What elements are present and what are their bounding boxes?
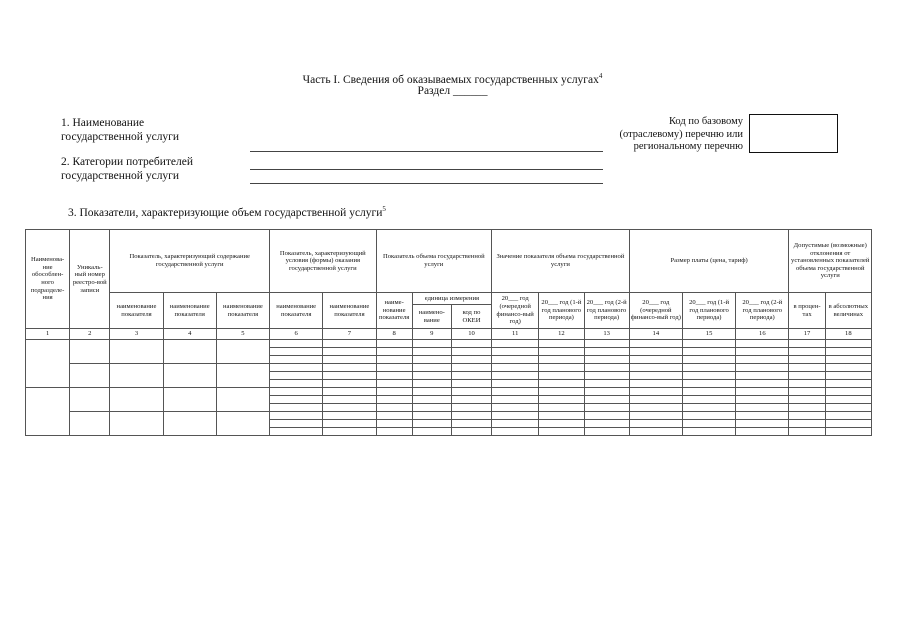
- table-cell[interactable]: [682, 348, 735, 356]
- table-cell[interactable]: [736, 380, 789, 388]
- code-label: [593, 116, 743, 154]
- table-cell[interactable]: [412, 420, 451, 428]
- table-cell[interactable]: [682, 396, 735, 404]
- table-cell[interactable]: [412, 340, 451, 348]
- code-label-line3: региональному перечню: [633, 141, 743, 152]
- table-cell[interactable]: [492, 356, 539, 364]
- table-cell[interactable]: [584, 364, 629, 372]
- table-cell[interactable]: [376, 428, 412, 436]
- table-cell[interactable]: [70, 388, 110, 412]
- table-cell[interactable]: [216, 412, 269, 436]
- table-cell[interactable]: [789, 412, 825, 420]
- table-cell[interactable]: [270, 420, 323, 428]
- indicators-heading-text: 3. Показатели, характеризующие объем государственной услуги: [68, 206, 383, 219]
- code-label-line2: (отраслевому) перечню или: [619, 128, 743, 140]
- table-cell[interactable]: [629, 348, 682, 356]
- table-cell[interactable]: [492, 348, 539, 356]
- sub-absolute: в абсолютных величинах: [825, 293, 871, 329]
- table-cell[interactable]: [584, 388, 629, 396]
- table-cell[interactable]: [163, 412, 216, 436]
- sub-conditions-name-1: наименование показателя: [270, 293, 323, 329]
- table-cell[interactable]: [376, 364, 412, 372]
- sub-okei-code: код по ОКЕИ: [451, 305, 491, 329]
- table-cell[interactable]: [539, 412, 584, 420]
- col-number: 3: [110, 329, 163, 340]
- table-cell[interactable]: [270, 412, 323, 420]
- table-cell[interactable]: [736, 340, 789, 348]
- sub-unit: единица измерения: [412, 293, 491, 305]
- table-cell[interactable]: [736, 412, 789, 420]
- table-cell[interactable]: [323, 364, 376, 372]
- col-number: 8: [376, 329, 412, 340]
- table-cell[interactable]: [270, 340, 323, 348]
- table-cell[interactable]: [825, 372, 871, 380]
- table-cell[interactable]: [451, 340, 491, 348]
- col-number: 5: [216, 329, 269, 340]
- table-cell[interactable]: [376, 396, 412, 404]
- table-row: [26, 388, 872, 396]
- table-cell[interactable]: [376, 420, 412, 428]
- table-cell[interactable]: [270, 348, 323, 356]
- table-cell[interactable]: [26, 340, 70, 388]
- service-name-field[interactable]: [250, 151, 603, 152]
- table-cell[interactable]: [539, 364, 584, 372]
- table-cell[interactable]: [70, 364, 110, 388]
- header-volume-indicator: Показатель объема государственной услуги: [376, 230, 492, 293]
- col-number: 7: [323, 329, 376, 340]
- table-cell[interactable]: [412, 380, 451, 388]
- table-cell[interactable]: [629, 404, 682, 412]
- table-cell[interactable]: [26, 388, 70, 436]
- table-cell[interactable]: [270, 372, 323, 380]
- table-cell[interactable]: [539, 404, 584, 412]
- table-cell[interactable]: [584, 420, 629, 428]
- table-cell[interactable]: [270, 380, 323, 388]
- table-cell[interactable]: [492, 380, 539, 388]
- table-cell[interactable]: [682, 404, 735, 412]
- table-cell[interactable]: [323, 388, 376, 396]
- col-number: 2: [70, 329, 110, 340]
- sub-unit-name: наимено-вание: [412, 305, 451, 329]
- table-row: [26, 412, 872, 420]
- table-cell[interactable]: [323, 380, 376, 388]
- sub-year-2: 20___ год (2-й год планового периода): [584, 293, 629, 329]
- code-label-line1: Код по базовому: [668, 116, 743, 127]
- col-number: 1: [26, 329, 70, 340]
- table-cell[interactable]: [789, 364, 825, 372]
- table-cell[interactable]: [216, 388, 269, 412]
- indicators-heading: [68, 202, 386, 220]
- volume-indicators-table: [25, 229, 872, 436]
- table-cell[interactable]: [323, 396, 376, 404]
- header-fee: Размер платы (цена, тариф): [629, 230, 789, 293]
- table-cell[interactable]: [736, 372, 789, 380]
- table-cell[interactable]: [412, 372, 451, 380]
- table-cell[interactable]: [412, 364, 451, 372]
- consumers-field-line1[interactable]: [250, 169, 603, 170]
- table-cell[interactable]: [270, 404, 323, 412]
- col-number: 12: [539, 329, 584, 340]
- table-cell[interactable]: [539, 396, 584, 404]
- table-cell[interactable]: [629, 412, 682, 420]
- table-cell[interactable]: [539, 388, 584, 396]
- table-cell[interactable]: [629, 428, 682, 436]
- table-cell[interactable]: [323, 348, 376, 356]
- table-cell[interactable]: [682, 412, 735, 420]
- table-cell[interactable]: [584, 404, 629, 412]
- header-conditions-indicator: Показатель, характеризующий условия (формы) оказания государственной услуги: [270, 230, 376, 293]
- col-number: 9: [412, 329, 451, 340]
- table-cell[interactable]: [682, 364, 735, 372]
- table-cell[interactable]: [323, 340, 376, 348]
- table-cell[interactable]: [682, 380, 735, 388]
- table-cell[interactable]: [492, 388, 539, 396]
- table-cell[interactable]: [629, 396, 682, 404]
- table-cell[interactable]: [412, 388, 451, 396]
- table-cell[interactable]: [451, 380, 491, 388]
- table-cell[interactable]: [451, 412, 491, 420]
- table-cell[interactable]: [70, 340, 110, 364]
- table-cell[interactable]: [825, 396, 871, 404]
- table-cell[interactable]: [270, 356, 323, 364]
- table-cell[interactable]: [163, 388, 216, 412]
- table-cell[interactable]: [584, 356, 629, 364]
- table-row: [26, 364, 872, 372]
- page-title-text: Часть I. Сведения об оказываемых государственных услугах: [302, 73, 599, 86]
- header-deviation: Допустимые (возможные) отклонения от установленных показателей объема государственной услуги: [789, 230, 872, 293]
- header-unit: Наименова-ние обособлен-ного подразделе-ния: [26, 230, 70, 329]
- table-cell[interactable]: [492, 420, 539, 428]
- table-cell[interactable]: [110, 412, 163, 436]
- table-cell[interactable]: [629, 364, 682, 372]
- table-cell[interactable]: [451, 364, 491, 372]
- table-cell[interactable]: [376, 340, 412, 348]
- sub-fee-current: 20___ год (очередной финансо-вый год): [629, 293, 682, 329]
- code-input-box[interactable]: [749, 114, 838, 153]
- table-cell[interactable]: [825, 428, 871, 436]
- sub-year-current: 20___ год (очередной финансо-вый год): [492, 293, 539, 329]
- service-name-label: [61, 116, 179, 144]
- table-cell[interactable]: [736, 348, 789, 356]
- table-cell[interactable]: [451, 388, 491, 396]
- table-cell[interactable]: [825, 340, 871, 348]
- table-cell[interactable]: [539, 428, 584, 436]
- table-cell[interactable]: [270, 364, 323, 372]
- table-cell[interactable]: [629, 340, 682, 348]
- table-cell[interactable]: [376, 380, 412, 388]
- table-cell[interactable]: [825, 356, 871, 364]
- table-cell[interactable]: [216, 340, 269, 364]
- table-cell[interactable]: [110, 388, 163, 412]
- table-cell[interactable]: [629, 420, 682, 428]
- table-cell[interactable]: [629, 372, 682, 380]
- table-cell[interactable]: [492, 340, 539, 348]
- table-cell[interactable]: [451, 372, 491, 380]
- table-cell[interactable]: [825, 348, 871, 356]
- col-number: 6: [270, 329, 323, 340]
- table-cell[interactable]: [163, 340, 216, 364]
- table-cell[interactable]: [736, 356, 789, 364]
- table-cell[interactable]: [584, 380, 629, 388]
- table-cell[interactable]: [825, 380, 871, 388]
- consumers-label: [61, 155, 193, 183]
- table-cell[interactable]: [163, 364, 216, 388]
- service-name-label-line1: 1. Наименование: [61, 117, 145, 129]
- table-cell[interactable]: [376, 412, 412, 420]
- table-cell[interactable]: [584, 340, 629, 348]
- table-cell[interactable]: [412, 428, 451, 436]
- table-cell[interactable]: [682, 340, 735, 348]
- table-cell[interactable]: [110, 364, 163, 388]
- consumers-label-line2: государственной услуги: [61, 170, 180, 182]
- table-cell[interactable]: [70, 412, 110, 436]
- table-cell[interactable]: [789, 380, 825, 388]
- table-cell[interactable]: [584, 372, 629, 380]
- service-name-label-line2: государственной услуги: [61, 131, 180, 143]
- title-footnote: 4: [598, 72, 603, 80]
- header-content-indicator: Показатель, характеризующий содержание государственной услуги: [110, 230, 270, 293]
- table-cell[interactable]: [323, 412, 376, 420]
- header-record-number: Уникаль-ный номер реестро-вой записи: [70, 230, 110, 329]
- indicators-footnote: 5: [382, 205, 386, 213]
- table-cell[interactable]: [629, 356, 682, 364]
- consumers-field-line2[interactable]: [250, 183, 603, 184]
- col-number: 15: [682, 329, 735, 340]
- table-cell[interactable]: [376, 388, 412, 396]
- table-cell[interactable]: [412, 412, 451, 420]
- table-cell[interactable]: [451, 428, 491, 436]
- table-cell[interactable]: [270, 388, 323, 396]
- table-cell[interactable]: [492, 404, 539, 412]
- table-cell[interactable]: [789, 396, 825, 404]
- table-cell[interactable]: [736, 396, 789, 404]
- table-cell[interactable]: [492, 412, 539, 420]
- table-cell[interactable]: [736, 388, 789, 396]
- col-number: 16: [736, 329, 789, 340]
- table-cell[interactable]: [789, 348, 825, 356]
- consumers-label-line1: 2. Категории потребителей: [61, 156, 193, 168]
- sub-percent: в процен-тах: [789, 293, 825, 329]
- table-cell[interactable]: [451, 356, 491, 364]
- table-cell[interactable]: [736, 404, 789, 412]
- sub-fee-1: 20___ год (1-й год планового периода): [682, 293, 735, 329]
- table-cell[interactable]: [323, 372, 376, 380]
- table-cell[interactable]: [789, 340, 825, 348]
- table-cell[interactable]: [412, 356, 451, 364]
- column-numbers-row: [26, 329, 872, 340]
- table-cell[interactable]: [629, 388, 682, 396]
- table-cell[interactable]: [539, 356, 584, 364]
- table-cell[interactable]: [451, 404, 491, 412]
- table-cell[interactable]: [825, 388, 871, 396]
- table-cell[interactable]: [323, 404, 376, 412]
- table-cell[interactable]: [492, 396, 539, 404]
- sub-fee-2: 20___ год (2-й год планового периода): [736, 293, 789, 329]
- table-cell[interactable]: [376, 404, 412, 412]
- sub-conditions-name-2: наименование показателя: [323, 293, 376, 329]
- table-cell[interactable]: [376, 356, 412, 364]
- table-cell[interactable]: [584, 396, 629, 404]
- table-cell[interactable]: [629, 380, 682, 388]
- table-cell[interactable]: [376, 348, 412, 356]
- table-cell[interactable]: [584, 348, 629, 356]
- table-cell[interactable]: [682, 372, 735, 380]
- table-cell[interactable]: [492, 364, 539, 372]
- table-cell[interactable]: [789, 420, 825, 428]
- table-cell[interactable]: [216, 364, 269, 388]
- table-cell[interactable]: [584, 412, 629, 420]
- table-cell[interactable]: [789, 356, 825, 364]
- col-number: 11: [492, 329, 539, 340]
- table-cell[interactable]: [539, 340, 584, 348]
- header-volume-value: Значение показателя объема государственной услуги: [492, 230, 630, 293]
- table-cell[interactable]: [789, 404, 825, 412]
- table-cell[interactable]: [736, 420, 789, 428]
- table-cell[interactable]: [376, 372, 412, 380]
- table-cell[interactable]: [789, 372, 825, 380]
- table-cell[interactable]: [789, 388, 825, 396]
- sub-content-name-1: наименование показателя: [110, 293, 163, 329]
- col-number: 4: [163, 329, 216, 340]
- col-number: 13: [584, 329, 629, 340]
- table-cell[interactable]: [682, 428, 735, 436]
- col-number: 17: [789, 329, 825, 340]
- col-number: 18: [825, 329, 871, 340]
- table-cell[interactable]: [492, 428, 539, 436]
- table-cell[interactable]: [323, 420, 376, 428]
- table-cell[interactable]: [412, 396, 451, 404]
- table-cell[interactable]: [451, 396, 491, 404]
- table-cell[interactable]: [270, 396, 323, 404]
- table-cell[interactable]: [539, 420, 584, 428]
- table-cell[interactable]: [584, 428, 629, 436]
- table-cell[interactable]: [539, 380, 584, 388]
- table-cell[interactable]: [825, 364, 871, 372]
- table-cell[interactable]: [736, 364, 789, 372]
- table-cell[interactable]: [736, 428, 789, 436]
- table-cell[interactable]: [539, 348, 584, 356]
- table-cell[interactable]: [451, 348, 491, 356]
- table-cell[interactable]: [825, 420, 871, 428]
- table-cell[interactable]: [825, 404, 871, 412]
- table-cell[interactable]: [492, 372, 539, 380]
- sub-content-name-2: наименование показателя: [163, 293, 216, 329]
- table-cell[interactable]: [539, 372, 584, 380]
- table-cell[interactable]: [412, 404, 451, 412]
- table-cell[interactable]: [682, 388, 735, 396]
- table-cell[interactable]: [825, 412, 871, 420]
- sub-year-1: 20___ год (1-й год планового периода): [539, 293, 584, 329]
- table-cell[interactable]: [110, 340, 163, 364]
- sub-content-name-3: наименование показателя: [216, 293, 269, 329]
- table-cell[interactable]: [682, 420, 735, 428]
- sub-volume-name: наиме-нование показателя: [376, 293, 412, 329]
- table-cell[interactable]: [789, 428, 825, 436]
- col-number: 10: [451, 329, 491, 340]
- table-cell[interactable]: [323, 428, 376, 436]
- table-cell[interactable]: [323, 356, 376, 364]
- section-label: Раздел ______: [417, 85, 488, 97]
- table-cell[interactable]: [451, 420, 491, 428]
- table-cell[interactable]: [412, 348, 451, 356]
- table-cell[interactable]: [270, 428, 323, 436]
- table-cell[interactable]: [682, 356, 735, 364]
- table-row: [26, 340, 872, 348]
- col-number: 14: [629, 329, 682, 340]
